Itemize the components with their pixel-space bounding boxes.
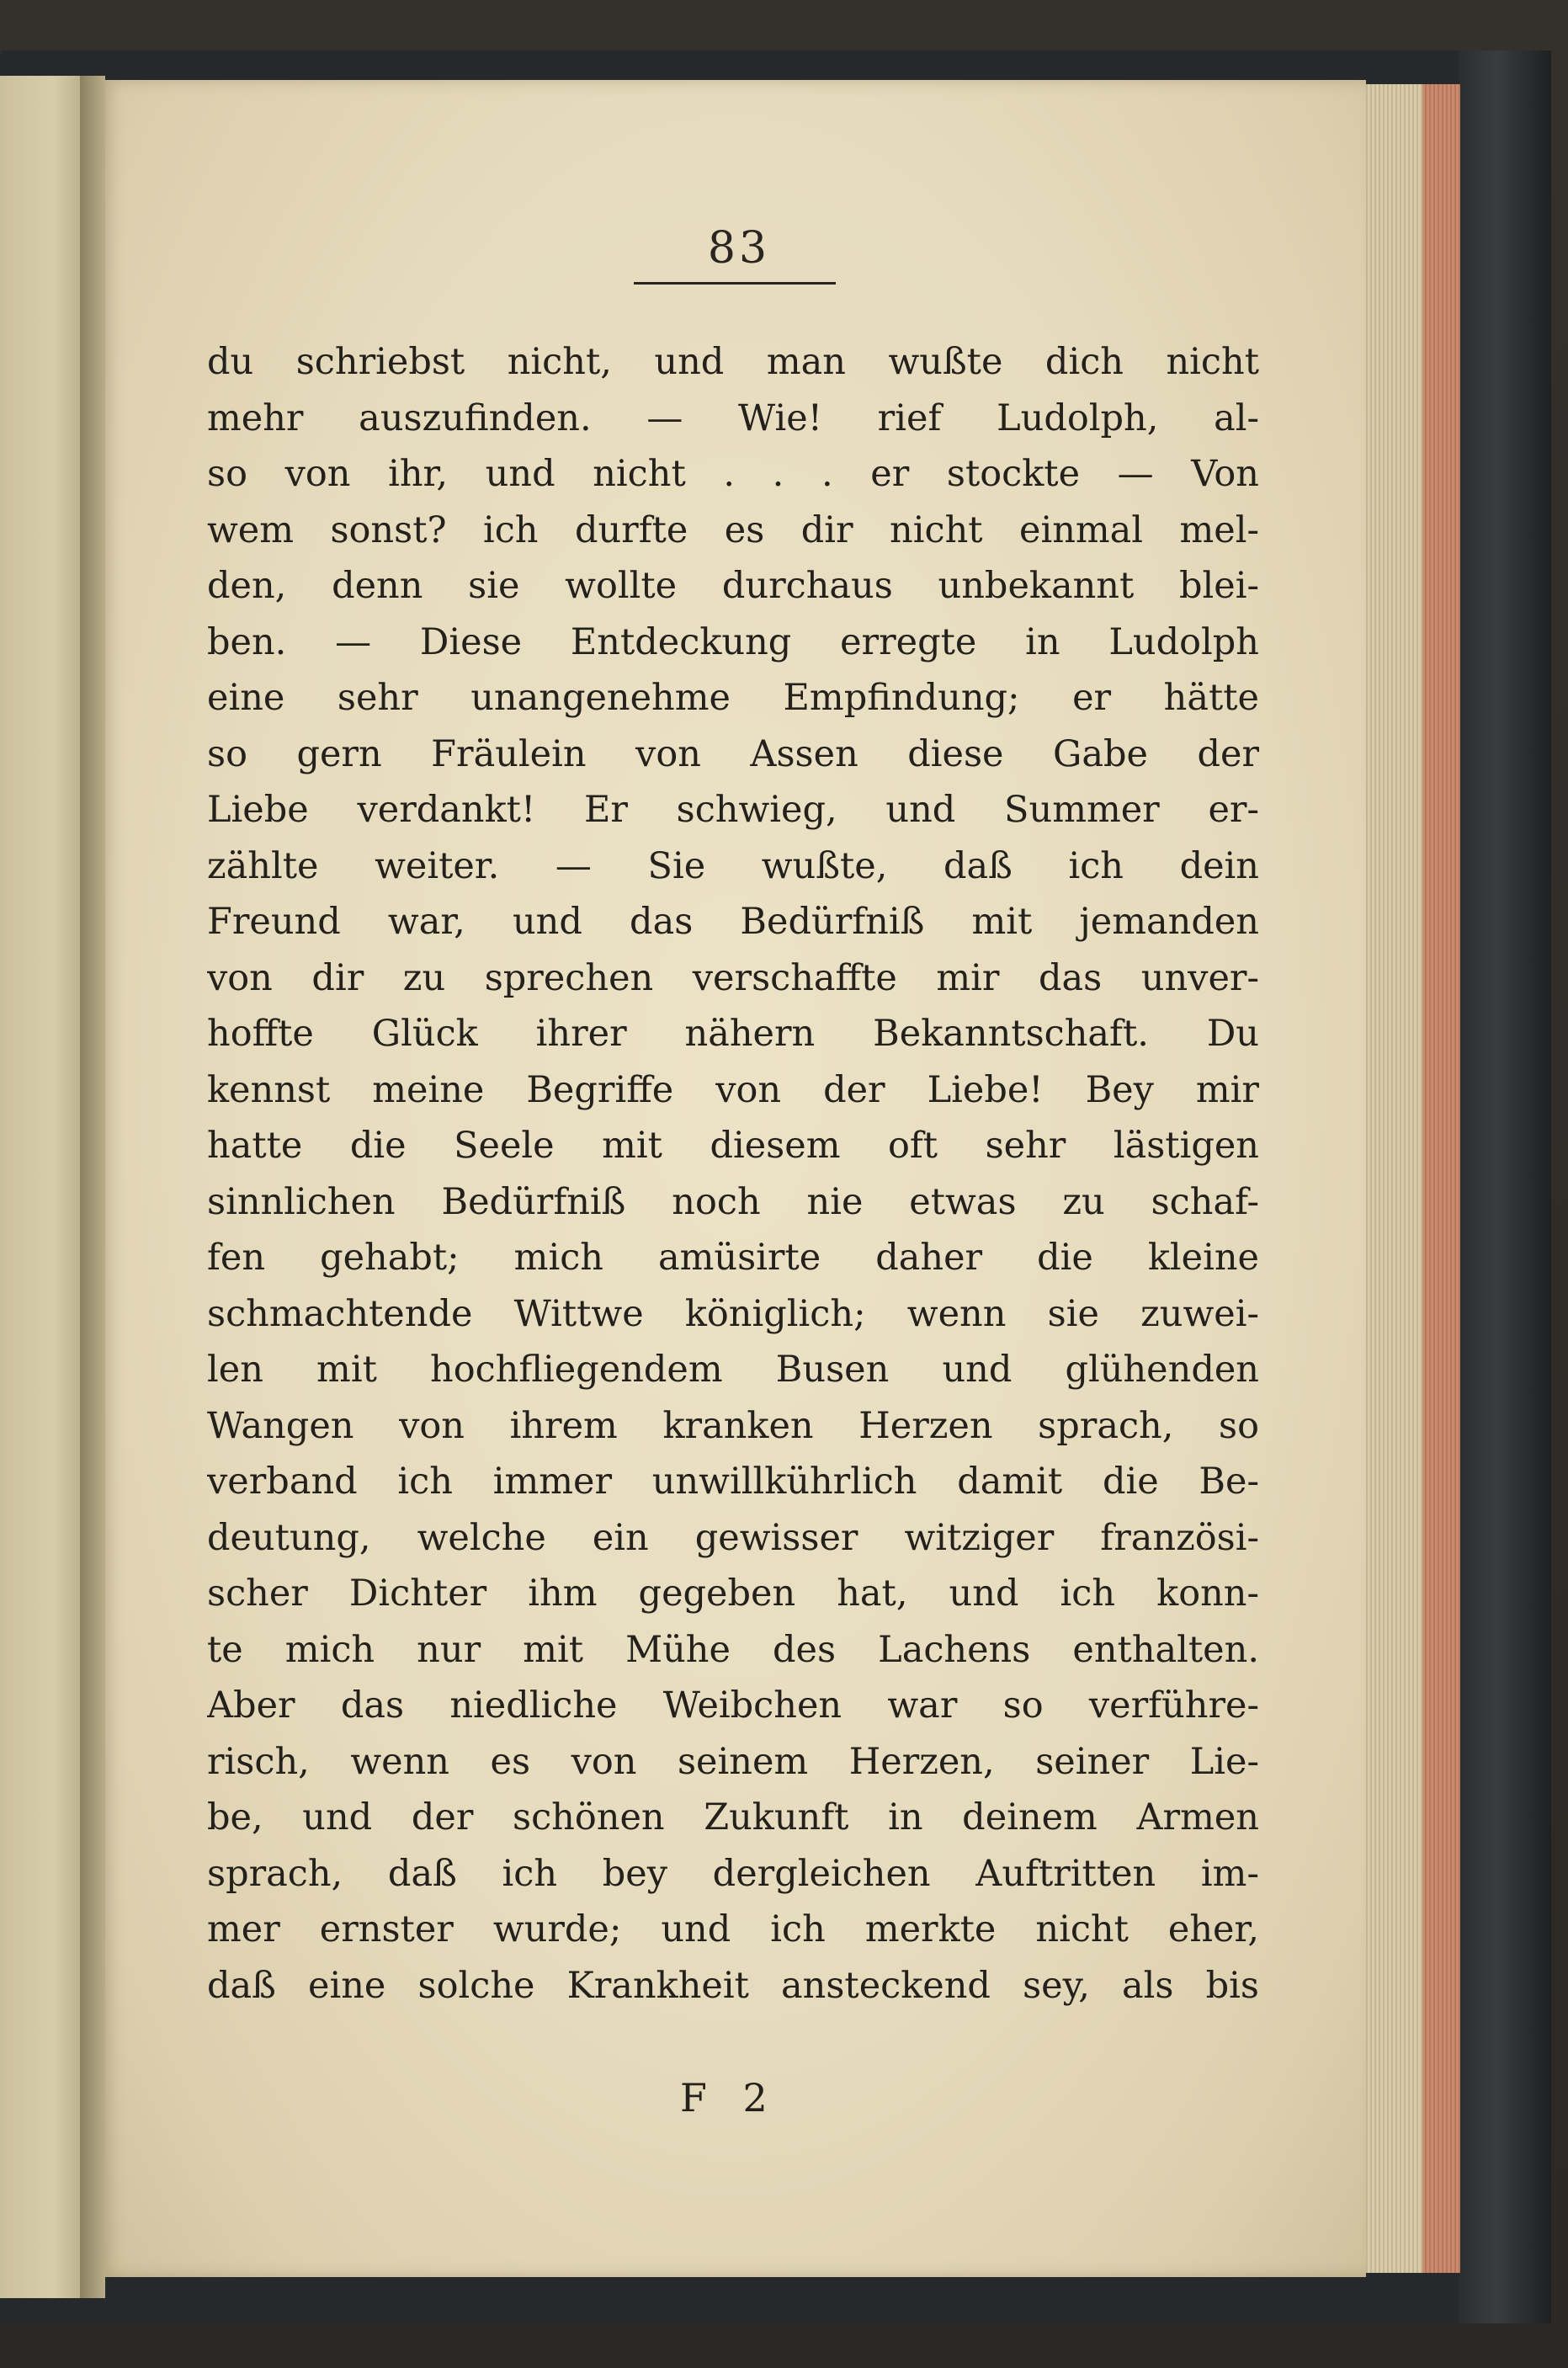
text-line: du schriebst nicht, und man wußte dich nicht bbox=[207, 341, 1259, 383]
page-number-rule bbox=[634, 282, 836, 285]
text-line: wem sonst? ich durfte es dir nicht einmal mel- bbox=[207, 508, 1259, 551]
text-line: den, denn sie wollte durchaus unbekannt blei- bbox=[207, 565, 1259, 607]
page-gutter bbox=[80, 76, 105, 2298]
page-number: 83 bbox=[707, 223, 771, 274]
text-line: von dir zu sprechen verschaffte mir das unver- bbox=[207, 956, 1259, 999]
text-line: hatte die Seele mit diesem oft sehr lästigen bbox=[207, 1125, 1259, 1167]
text-line: te mich nur mit Mühe des Lachens enthalten. bbox=[207, 1628, 1259, 1671]
text-line: sinnlichen Bedürfniß noch nie etwas zu schaf- bbox=[207, 1180, 1259, 1223]
text-line: so von ihr, und nicht . . . er stockte — Von bbox=[207, 453, 1259, 495]
book-page bbox=[99, 80, 1366, 2277]
text-line: schmachtende Wittwe königlich; wenn sie zuwei- bbox=[207, 1292, 1259, 1335]
text-line: deutung, welche ein gewisser witziger französi- bbox=[207, 1516, 1259, 1559]
body-text bbox=[207, 334, 1259, 2014]
text-line: sprach, daß ich bey dergleichen Auftritten im- bbox=[207, 1852, 1259, 1895]
text-line: mer ernster wurde; und ich merkte nicht eher, bbox=[207, 1908, 1259, 1950]
red-page-edge bbox=[1422, 84, 1460, 2273]
text-line: zählte weiter. — Sie wußte, daß ich dein bbox=[207, 844, 1259, 887]
text-line: eine sehr unangenehme Empfindung; er hätte bbox=[207, 677, 1259, 719]
text-line: Freund war, und das Bedürfniß mit jemanden bbox=[207, 901, 1259, 943]
previous-page-edge bbox=[0, 76, 88, 2298]
text-line: mehr auszufinden. — Wie! rief Ludolph, al- bbox=[207, 396, 1259, 439]
text-line: Aber das niedliche Weibchen war so verführe- bbox=[207, 1684, 1259, 1727]
book-cover-edge bbox=[1459, 51, 1551, 2323]
text-line: fen gehabt; mich amüsirte daher die kleine bbox=[207, 1237, 1259, 1279]
text-line: scher Dichter ihm gegeben hat, und ich konn- bbox=[207, 1572, 1259, 1615]
text-line: Liebe verdankt! Er schwieg, und Summer er- bbox=[207, 789, 1259, 831]
text-line: len mit hochfliegendem Busen und glühenden bbox=[207, 1349, 1259, 1391]
text-line: risch, wenn es von seinem Herzen, seiner Lie- bbox=[207, 1740, 1259, 1783]
text-line: ben. — Diese Entdeckung erregte in Ludolph bbox=[207, 620, 1259, 663]
text-line: so gern Fräulein von Assen diese Gabe der bbox=[207, 732, 1259, 775]
text-line: be, und der schönen Zukunft in deinem Armen bbox=[207, 1796, 1259, 1839]
signature-mark: F 2 bbox=[680, 2075, 779, 2121]
text-line: kennst meine Begriffe von der Liebe! Bey mir bbox=[207, 1068, 1259, 1111]
text-line: Wangen von ihrem kranken Herzen sprach, so bbox=[207, 1404, 1259, 1447]
text-line: verband ich immer unwillkührlich damit die Be- bbox=[207, 1461, 1259, 1503]
text-line: hoffte Glück ihrer nähern Bekanntschaft. Du bbox=[207, 1013, 1259, 1055]
text-line: daß eine solche Krankheit ansteckend sey, als bis bbox=[207, 1964, 1259, 2007]
